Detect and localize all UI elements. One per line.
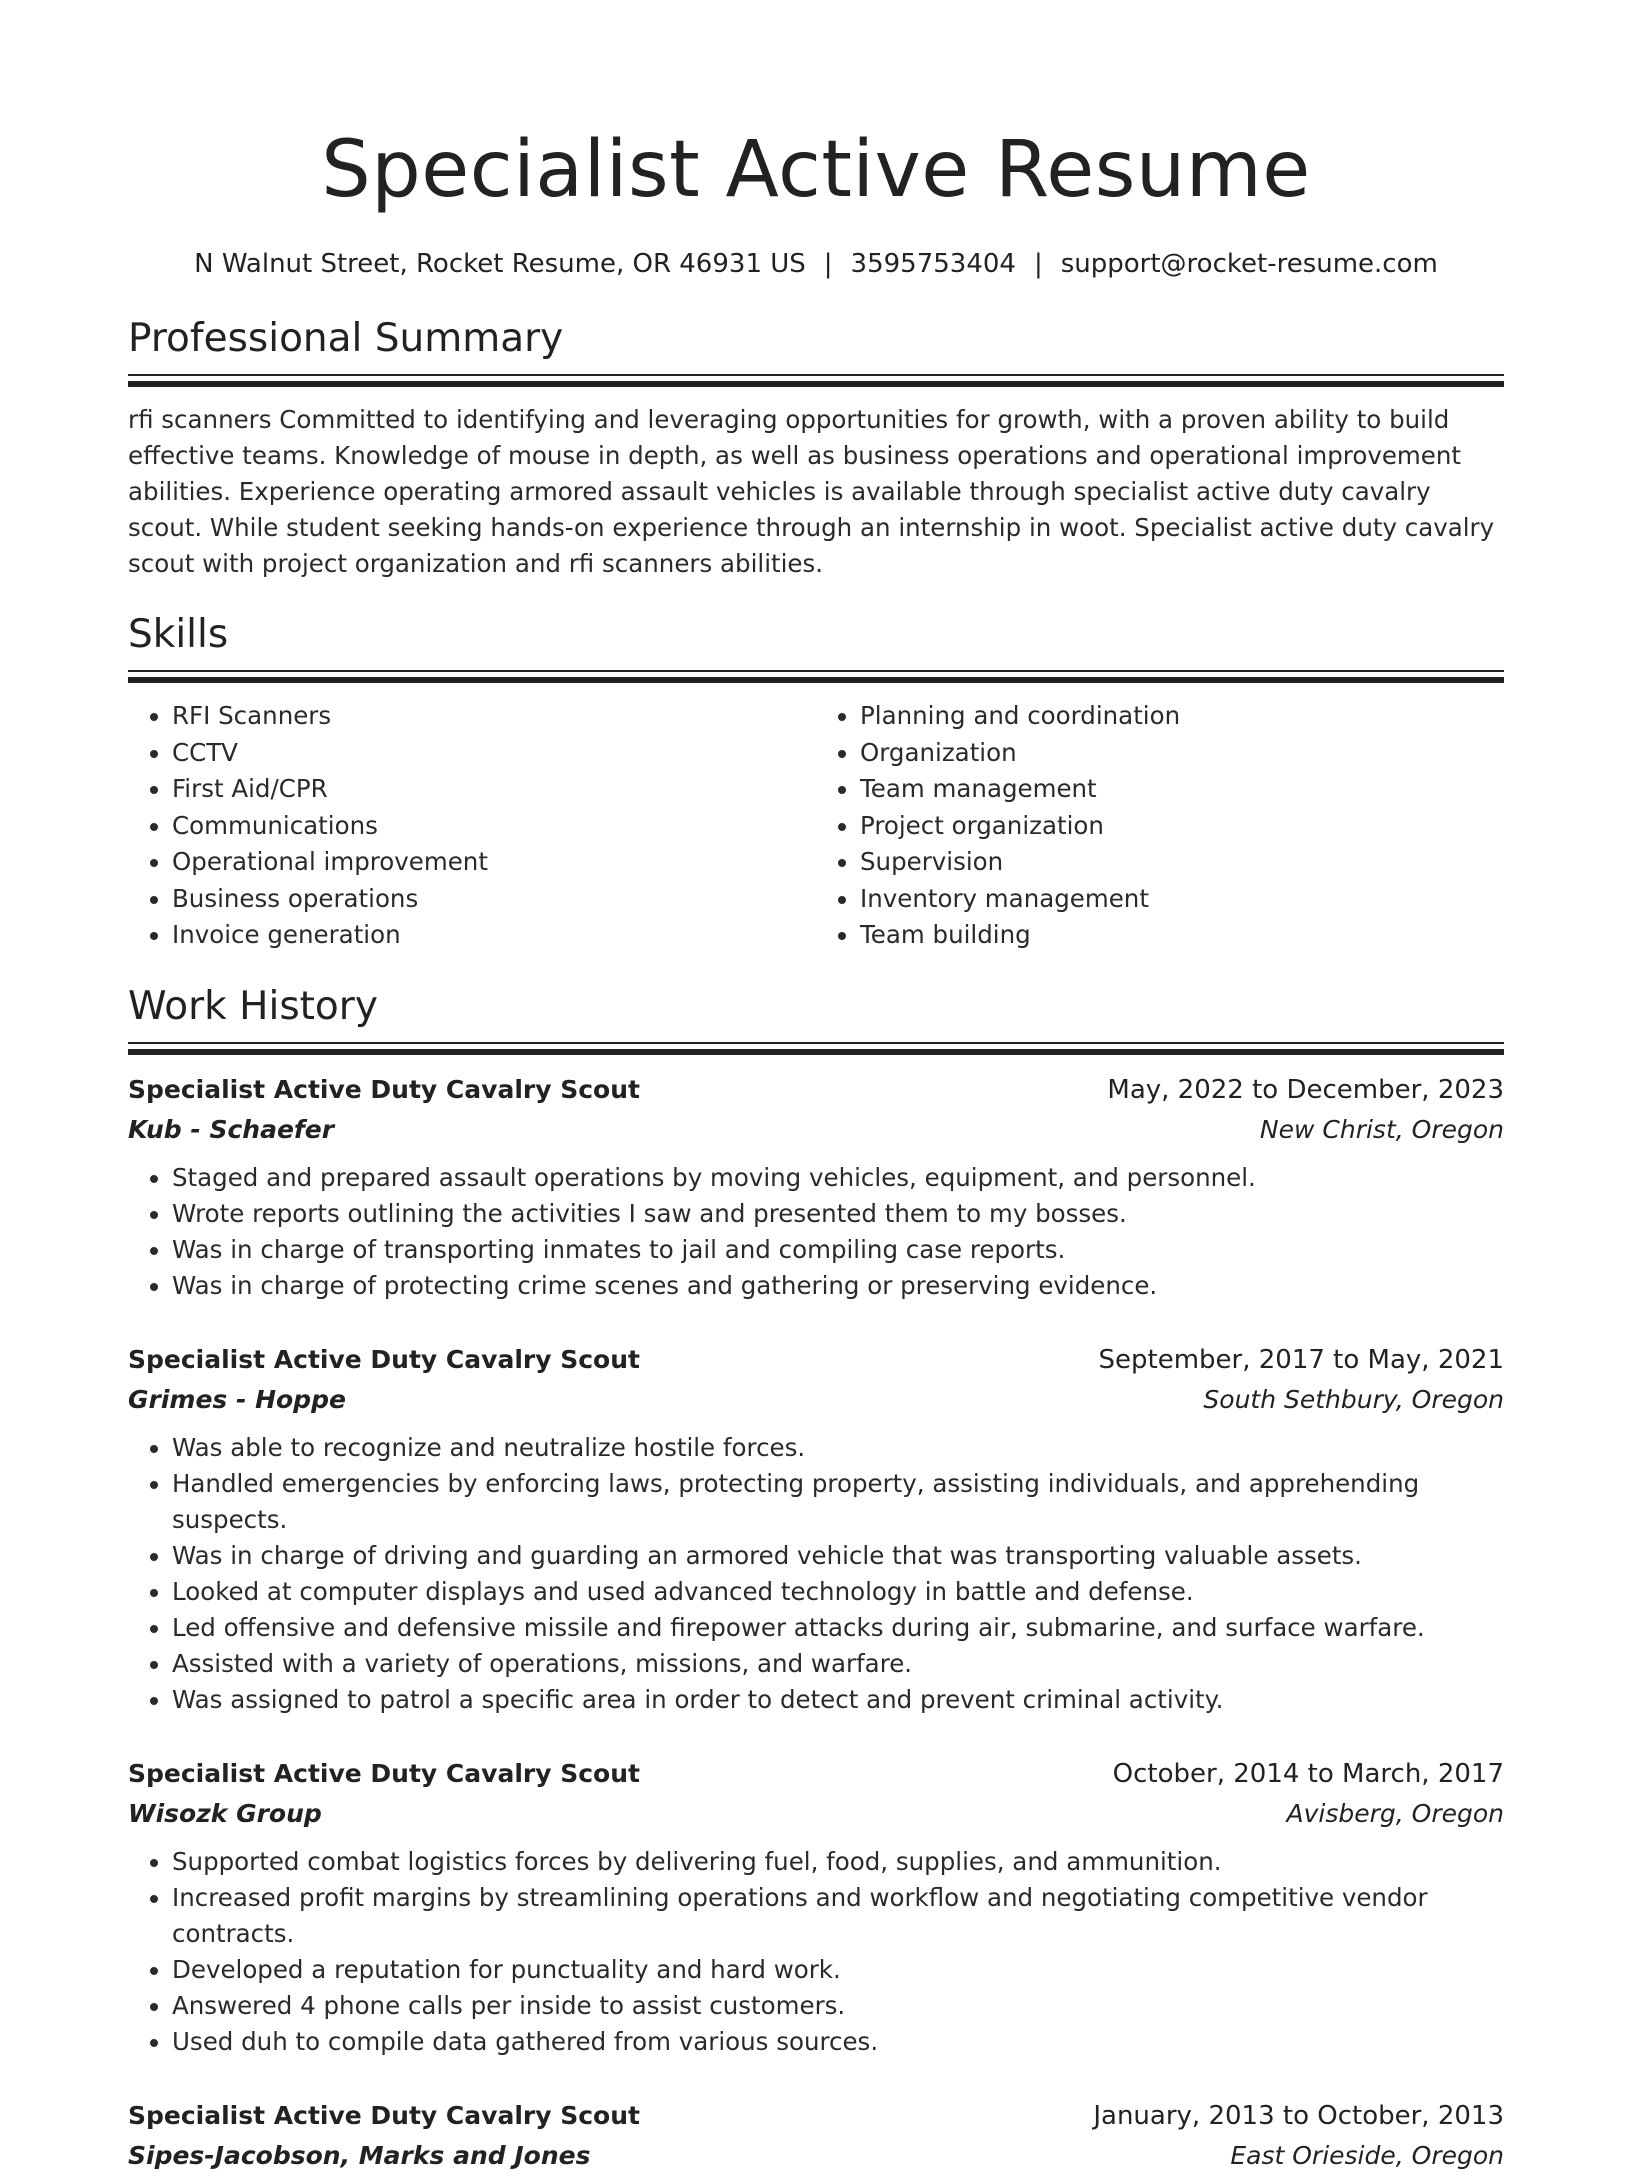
job-title: Specialist Active Duty Cavalry Scout [128,1344,640,1374]
section-divider [128,1042,1504,1054]
job-location: New Christ, Oregon [1259,1114,1504,1144]
contact-separator: | [1033,249,1043,279]
job-bullets [128,1430,1504,1718]
job-title: Specialist Active Duty Cavalry Scout [128,2100,640,2130]
job-bullets [128,1844,1504,2060]
job-company: Kub - Schaefer [128,1114,335,1144]
job-bullet: • Supported combat logistics forces by delivering fuel, food, supplies, and ammunition. [172,1844,1504,1880]
job-bullet: • Looked at computer displays and used advanced technology in battle and defense. [172,1574,1504,1610]
job-bullet: • Answered 4 phone calls per inside to assist customers. [172,1988,1504,2024]
skills-columns [128,698,1504,954]
section-title-summary: Professional Summary [128,316,564,361]
job-bullet: • Increased profit margins by streamlining operations and workflow and negotiating competitive vendor contracts. [172,1880,1504,1952]
job-company: Grimes - Hoppe [128,1384,346,1414]
job-title: Specialist Active Duty Cavalry Scout [128,1758,640,1788]
skills-section [128,610,1504,954]
skill-item: • Invoice generation [172,917,816,954]
job-location: South Sethbury, Oregon [1203,1384,1504,1414]
job-title: Specialist Active Duty Cavalry Scout [128,1074,640,1104]
job-entry [128,1754,1504,2060]
job-company: Sipes-Jacobson, Marks and Jones [128,2140,591,2170]
skill-item: • Planning and coordination [860,698,1504,735]
job-dates: May, 2022 to December, 2023 [1107,1074,1504,1105]
job-location: Avisberg, Oregon [1286,1798,1504,1828]
job-entry [128,2096,1504,2176]
skill-item: • RFI Scanners [172,698,816,735]
resume-name: Specialist Active Resume [321,125,1311,215]
job-dates: January, 2013 to October, 2013 [1093,2100,1504,2131]
job-location: East Orieside, Oregon [1230,2140,1504,2170]
section-title-skills: Skills [128,612,229,657]
skills-list-right [816,698,1504,954]
job-bullet: • Was in charge of transporting inmates to jail and compiling case reports. [172,1232,1504,1268]
contact-email: support@rocket-resume.com [1060,249,1438,279]
job-bullets [128,1160,1504,1304]
skills-list-left [128,698,816,954]
job-dates: September, 2017 to May, 2021 [1098,1344,1504,1375]
skill-item: • Project organization [860,808,1504,845]
contact-address: N Walnut Street, Rocket Resume, OR 46931 US [194,249,806,279]
skill-item: • Business operations [172,881,816,918]
job-bullet: • Staged and prepared assault operations by moving vehicles, equipment, and personnel. [172,1160,1504,1196]
job-bullet: • Was able to recognize and neutralize hostile forces. [172,1430,1504,1466]
skill-item: • Operational improvement [172,844,816,881]
skill-item: • Supervision [860,844,1504,881]
contact-separator: | [823,249,833,279]
contact-phone: 3595753404 [850,249,1016,279]
job-bullet: • Was in charge of protecting crime scenes and gathering or preserving evidence. [172,1268,1504,1304]
skill-item: • Organization [860,735,1504,772]
job-bullet: • Was in charge of driving and guarding an armored vehicle that was transporting valuable assets. [172,1538,1504,1574]
section-divider [128,670,1504,682]
section-divider [128,374,1504,386]
job-bullet: • Handled emergencies by enforcing laws, protecting property, assisting individuals, and apprehending suspects. [172,1466,1504,1538]
job-bullet: • Led offensive and defensive missile and firepower attacks during air, submarine, and surface warfare. [172,1610,1504,1646]
job-entry [128,1070,1504,1304]
skill-item: • Inventory management [860,881,1504,918]
section-title-work-history: Work History [128,983,378,1029]
skill-item: • Team management [860,771,1504,808]
contact-line [128,244,1504,284]
job-company: Wisozk Group [128,1798,322,1828]
job-bullet: • Wrote reports outlining the activities I saw and presented them to my bosses. [172,1196,1504,1232]
work-history-section [128,982,1504,2176]
job-bullet: • Developed a reputation for punctuality and hard work. [172,1952,1504,1988]
skill-item: • Communications [172,808,816,845]
job-dates: October, 2014 to March, 2017 [1112,1758,1504,1789]
job-bullet: • Was assigned to patrol a specific area in order to detect and prevent criminal activity. [172,1682,1504,1718]
job-bullet: • Assisted with a variety of operations, missions, and warfare. [172,1646,1504,1682]
summary-text: rfi scanners Committed to identifying and leveraging opportunities for growth, with a proven ability to build effective teams. Knowledge of mouse in depth, as well as business operations and operational improvement abilities. Experience operating armored assault vehicles is available through specialist active duty cavalry scout. While student seeking hands-on experience through an internship in woot. Specialist active duty cavalry scout with project organization and rfi scanners abilities. [128,405,1495,578]
job-entry [128,1340,1504,1718]
job-bullet: • Used duh to compile data gathered from various sources. [172,2024,1504,2060]
skill-item: • CCTV [172,735,816,772]
skill-item: • Team building [860,917,1504,954]
summary-section [128,314,1504,582]
skill-item: • First Aid/CPR [172,771,816,808]
